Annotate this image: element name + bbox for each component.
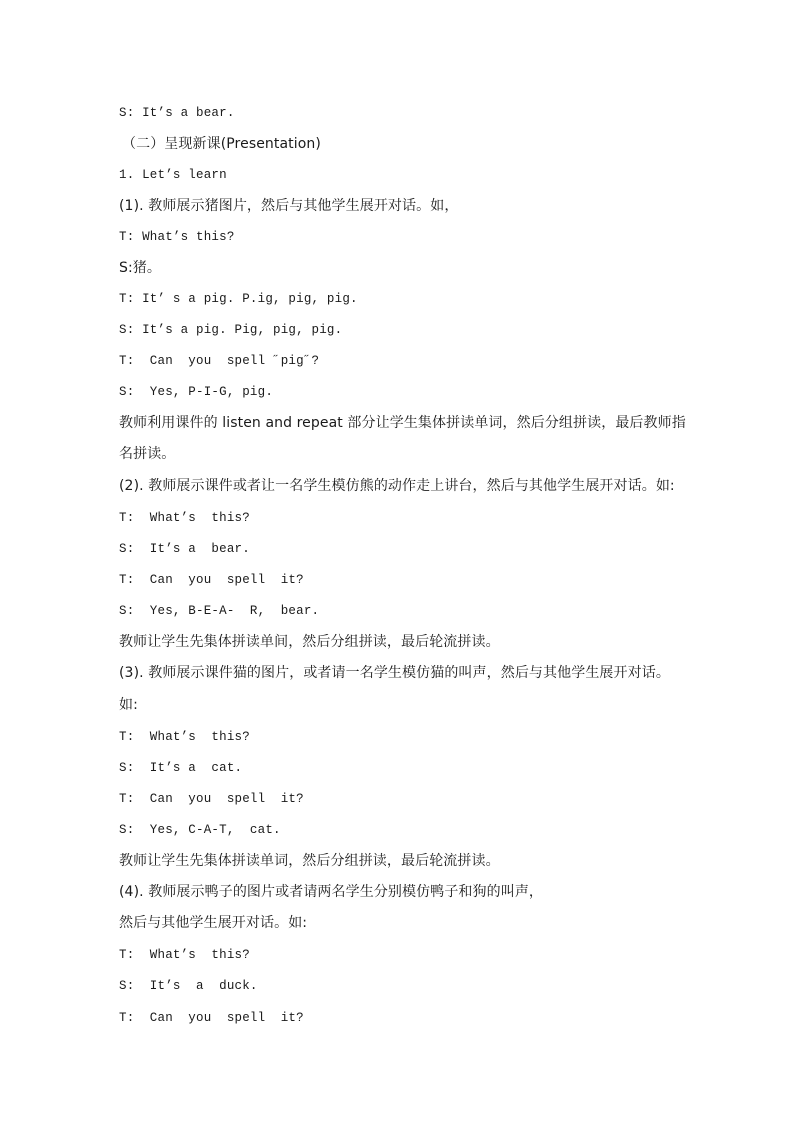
dialogue-line: T: It’ s a pig. P.ig, pig, pig. — [119, 292, 358, 306]
dialogue-line: T: What’s this? — [119, 511, 250, 525]
instruction-line: 如: — [119, 697, 138, 713]
dialogue-line: S: It’s a cat. — [119, 761, 243, 775]
dialogue-line: S: It’s a duck. — [119, 979, 258, 993]
instruction-line: 教师让学生先集体拼读单间，然后分组拼读，最后轮流拼读。 — [119, 634, 500, 650]
dialogue-line: S: Yes, P-I-G, pig. — [119, 385, 274, 399]
section-heading: （二）呈现新课(Presentation) — [122, 136, 321, 152]
dialogue-line: T: What’s this? — [119, 230, 235, 244]
instruction-line: (1). 教师展示猪图片，然后与其他学生展开对话。如， — [119, 198, 459, 214]
instruction-line: 名拼读。 — [119, 446, 176, 462]
dialogue-line: S: Yes, B-E-A- R, bear. — [119, 604, 320, 618]
dialogue-line: S: It’s a bear. — [119, 106, 235, 120]
dialogue-line: S: It’s a pig. Pig, pig, pig. — [119, 323, 343, 337]
subsection-heading: 1. Let’s learn — [119, 168, 227, 182]
instruction-line: (3). 教师展示课件猫的图片，或者请一名学生模仿猫的叫声，然后与其他学生展开对话。 — [119, 665, 670, 681]
instruction-line: (2). 教师展示课件或者让一名学生模仿熊的动作走上讲台，然后与其他学生展开对话。如: — [119, 478, 675, 494]
dialogue-line: T: Can you spell it? — [119, 573, 304, 587]
dialogue-line: S: Yes, C-A-T, cat. — [119, 823, 281, 837]
instruction-line: 然后与其他学生展开对话。如: — [119, 915, 308, 931]
dialogue-line: T: Can you spell it? — [119, 792, 304, 806]
dialogue-line: T: What’s this? — [119, 948, 250, 962]
dialogue-line: T: Can you spell it? — [119, 1011, 304, 1025]
instruction-line: (4). 教师展示鸭子的图片或者请两名学生分别模仿鸭子和狗的叫声， — [119, 884, 544, 900]
dialogue-line: S:猪。 — [119, 260, 162, 276]
instruction-line: 教师让学生先集体拼读单词，然后分组拼读，最后轮流拼读。 — [119, 853, 500, 869]
dialogue-line: S: It’s a bear. — [119, 542, 250, 556]
instruction-line: 教师利用课件的 listen and repeat 部分让学生集体拼读单词，然后分组拼读，最后教师指 — [119, 415, 686, 431]
dialogue-line: T: Can you spell ˝pig˝? — [119, 354, 320, 368]
dialogue-line: T: What’s this? — [119, 730, 250, 744]
